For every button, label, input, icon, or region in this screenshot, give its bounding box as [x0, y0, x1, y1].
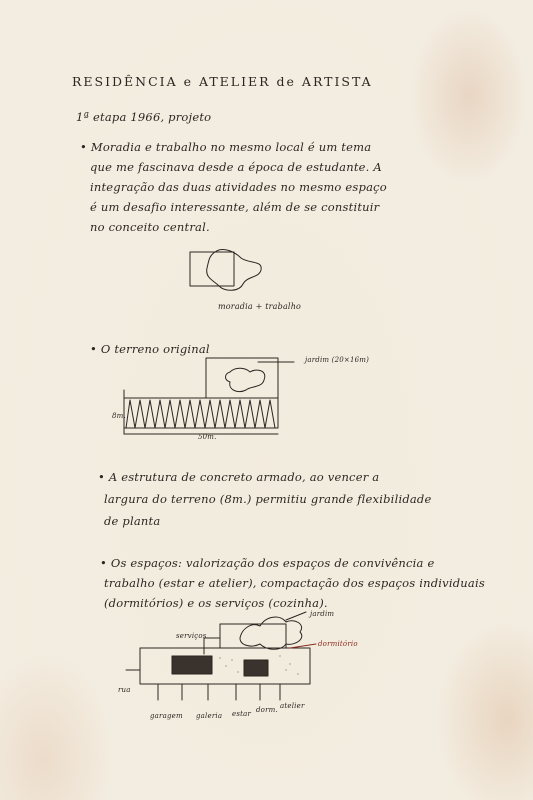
paragraph-1-line-4: é um desafio interessante, além de se constituir: [90, 200, 380, 214]
paragraph-4-line-1: • Os espaços: valorização dos espaços de convivência e: [100, 556, 435, 570]
paragraph-1-line-1: • Moradia e trabalho no mesmo local é um tema: [80, 140, 372, 154]
garden-dimension-label: jardim (20×16m): [305, 356, 370, 364]
document-title: RESIDÊNCIA e ATELIER de ARTISTA: [72, 74, 373, 89]
plan-label-dorm: dorm.: [256, 706, 278, 714]
sketch-terreno-original: [118, 350, 298, 440]
plan-label-atelier: atelier: [280, 702, 305, 710]
paragraph-3-line-2: largura do terreno (8m.) permitiu grande flexibilidade: [104, 492, 432, 506]
services-label: serviços: [176, 632, 207, 640]
paragraph-1-line-2: que me fascinava desde a época de estudante. A: [90, 160, 382, 174]
sketch-1-caption: moradia + trabalho: [218, 302, 302, 311]
plan-label-garagem: garagem: [150, 712, 183, 720]
document-subtitle: 1ª etapa 1966, projeto: [76, 110, 212, 124]
plan-label-galeria: galeria: [196, 712, 223, 720]
paragraph-4-line-2: trabalho (estar e atelier), compactação dos espaços individuais: [104, 576, 485, 590]
plan-label-estar: estar: [232, 710, 252, 718]
paragraph-1-line-3: integração das duas atividades no mesmo espaço: [90, 180, 387, 194]
paragraph-3-line-3: de planta: [104, 514, 161, 528]
sketch-moradia-trabalho: [185, 246, 275, 296]
length-dimension-label: 50m.: [198, 433, 217, 441]
width-dimension-label: 8m.: [112, 412, 126, 420]
street-label: rua: [118, 686, 131, 694]
garden-label: jardim: [310, 610, 335, 618]
section-2-heading: • O terreno original: [90, 342, 210, 356]
paragraph-4-line-3: (dormitórios) e os serviços (cozinha).: [104, 596, 328, 610]
bedroom-label: dormitório: [318, 640, 358, 648]
paragraph-1-line-5: no conceito central.: [90, 220, 210, 234]
paragraph-3-line-1: • A estrutura de concreto armado, ao vencer a: [98, 470, 380, 484]
